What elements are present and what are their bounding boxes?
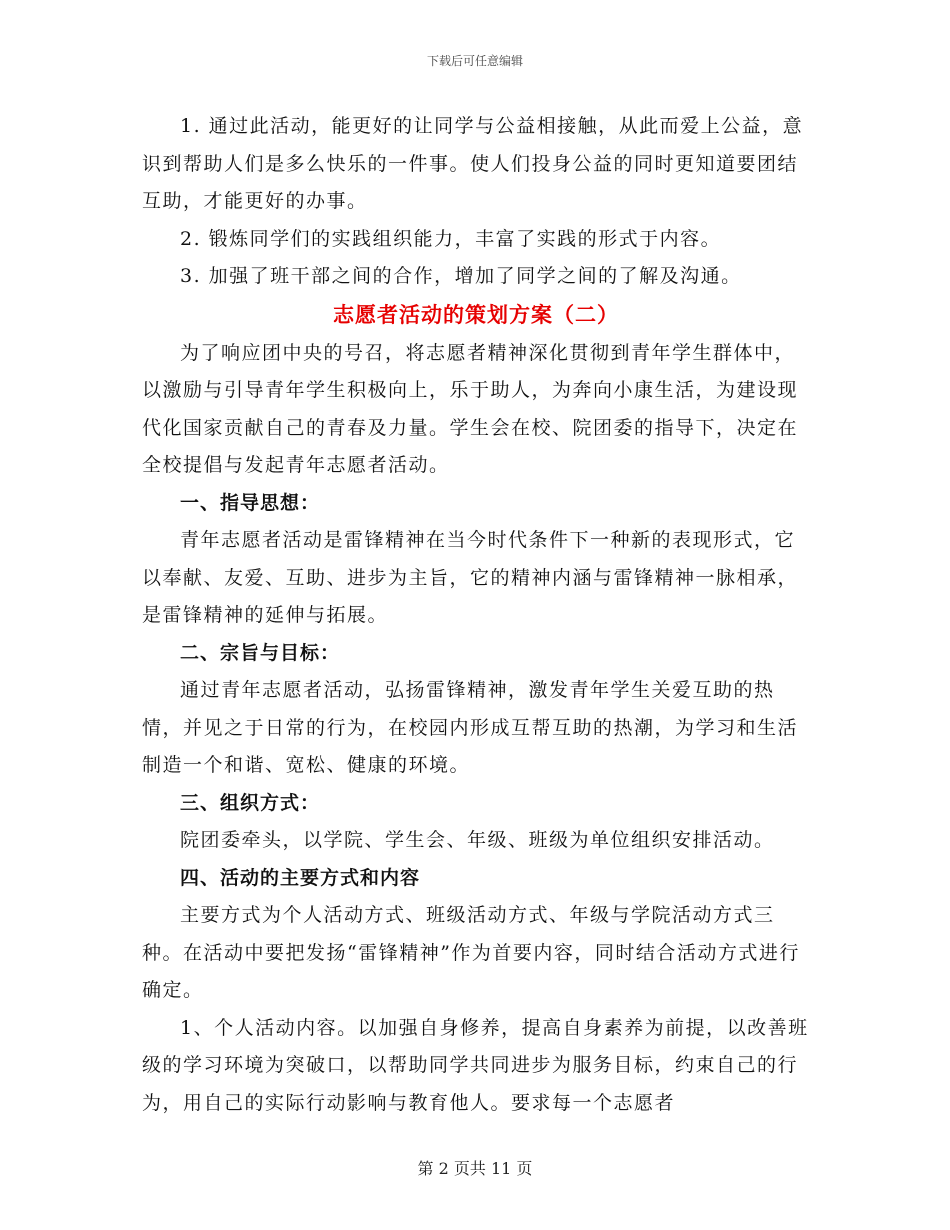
- paragraph-outcome-3: 3. 加强了班干部之间的合作，增加了同学之间的了解及沟通。: [180, 265, 742, 287]
- paragraph-individual-activity: 1、个人活动内容。以加强自身修养，提高自身素养为前提，以改善班级的学习环境为突破口，以帮助同学共同进步为服务目标，约束自己的行为，用自己的实际行动影响与教育他人。要求每一个志愿者: [142, 1016, 809, 1114]
- page-header: 下载后可任意编辑: [426, 54, 523, 68]
- heading-purpose-goals: 二、宗旨与目标：: [180, 641, 341, 664]
- paragraph-purpose-goals: 通过青年志愿者活动，弘扬雷锋精神，激发青年学生关爱互助的热情，并见之于日常的行为，在校园内形成互帮互助的热潮，为学习和生活制造一个和谐、宽松、健康的环境。: [142, 679, 799, 776]
- page-footer: 第 2 页共 11 页: [417, 1159, 533, 1178]
- heading-guiding-ideology: 一、指导思想：: [180, 491, 321, 514]
- paragraph-outcome-2: 2. 锻炼同学们的实践组织能力，丰富了实践的形式于内容。: [180, 227, 722, 250]
- paragraph-activity-methods: 主要方式为个人活动方式、班级活动方式、年级与学院活动方式三种。在活动中要把发扬“雷锋精神”作为首要内容，同时结合活动方式进行确定。: [142, 904, 800, 1001]
- document-body: [142, 108, 810, 1122]
- section-title: 志愿者活动的策划方案（二）: [333, 302, 619, 327]
- heading-organization: 三、组织方式：: [180, 791, 321, 814]
- paragraph-outcome-1: 1. 通过此活动，能更好的让同学与公益相接触，从此而爱上公益，意识到帮助人们是多么快乐的一件事。使人们投身公益的同时更知道要团结互助，才能更好的办事。: [142, 115, 804, 212]
- paragraph-organization: 院团委牵头，以学院、学生会、年级、班级为单位组织安排活动。: [180, 829, 775, 851]
- heading-activity-content: 四、活动的主要方式和内容: [180, 866, 421, 889]
- paragraph-intro: 为了响应团中央的号召，将志愿者精神深化贯彻到青年学生群体中，以激励与引导青年学生积极向上，乐于助人，为奔向小康生活，为建设现代化国家贡献自己的青春及力量。学生会在校、院团委的指导下，决定在全校提倡与发起青年志愿者活动。: [142, 341, 799, 476]
- paragraph-guiding-ideology: 青年志愿者活动是雷锋精神在当今时代条件下一种新的表现形式，它以奉献、友爱、互助、进步为主旨，它的精神内涵与雷锋精神一脉相承，是雷锋精神的延伸与拓展。: [142, 529, 799, 626]
